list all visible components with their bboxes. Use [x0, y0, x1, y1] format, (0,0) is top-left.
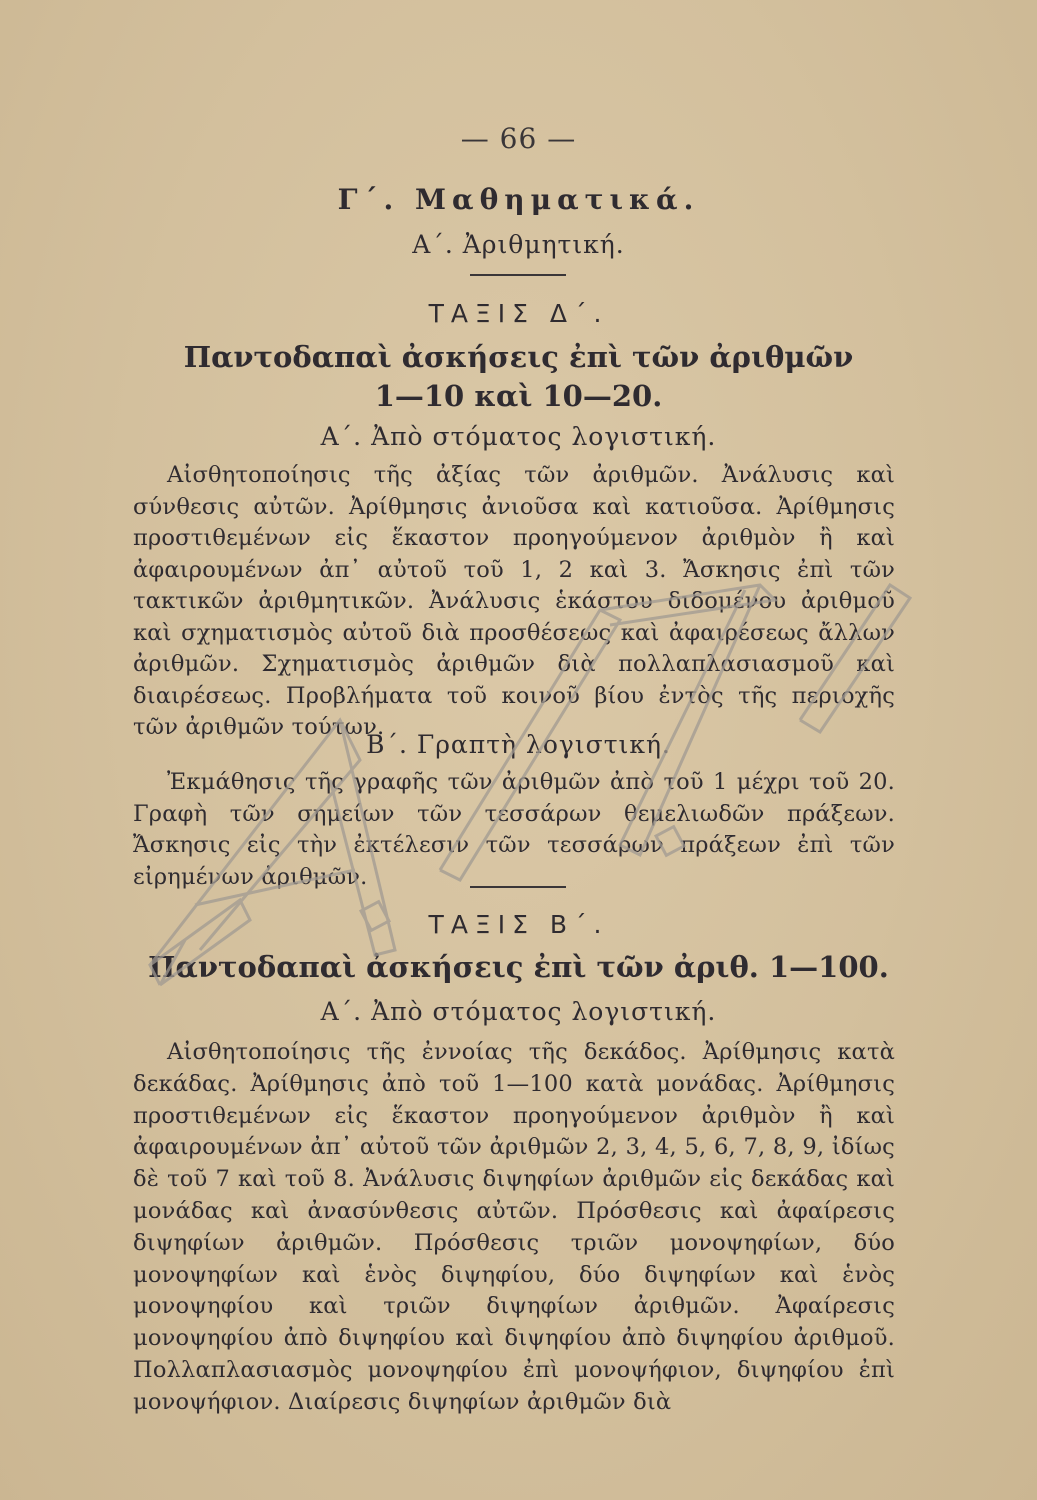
divider-rule	[470, 274, 566, 276]
class-b-oral-heading: Α΄. Ἀπὸ στόματος λογιστική.	[320, 997, 717, 1026]
class-b-topic: Παντοδαπαὶ ἀσκήσεις ἐπὶ τῶν ἀριθ. 1—100.	[148, 950, 889, 984]
class-d-written-heading: Β΄. Γραπτὴ λογιστική.	[366, 730, 671, 759]
class-d-topic-line2: 1—10 καὶ 10—20.	[374, 379, 663, 413]
class-d-oral-heading: Α΄. Ἀπὸ στόματος λογιστική.	[320, 422, 717, 451]
divider-rule	[470, 886, 566, 888]
subsection-heading: Α΄. Ἀριθμητική.	[412, 230, 625, 259]
page-number: — 66 —	[460, 122, 577, 155]
class-b-title: ΤΑΞΙΣ Β΄.	[428, 910, 609, 939]
class-d-written-text: Ἐκμάθησις τῆς γραφῆς τῶν ἀριθμῶν ἀπὸ τοῦ 1 μέχρι τοῦ 20. Γραφὴ τῶν σημείων τῶν τεσσάρων θεμελιωδῶν πράξεων. Ἄσκησις εἰς τὴν ἐκτέλεσιν τῶν τεσσάρων πράξεων ἐπὶ τῶν εἰρημένων ἀριθμῶν.	[133, 769, 895, 890]
subject-heading: Γ΄. Μαθηματικά.	[337, 183, 700, 216]
class-d-title: ΤΑΞΙΣ Δ΄.	[428, 299, 609, 328]
class-d-oral-text: Αἰσθητοποίησις τῆς ἀξίας τῶν ἀριθμῶν. Ἀνάλυσις καὶ σύνθεσις αὐτῶν. Ἀρίθμησις ἀνιοῦσα καὶ κατιοῦσα. Ἀρίθμησις προστιθεμένων εἰς ἕκαστον προηγούμενον ἀριθμὸν ἢ καὶ ἀφαιρουμένων ἀπ᾿ αὐτοῦ τοῦ 1, 2 καὶ 3. Ἄσκησις ἐπὶ τῶν τακτικῶν ἀριθμητικῶν. Ἀνάλυσις ἑκάστου διδομένου ἀριθμοῦ καὶ σχηματισμὸς αὐτοῦ διὰ προσθέσεως καὶ ἀφαιρέσεως ἄλλων ἀριθμῶν. Σχηματισμὸς ἀριθμῶν διὰ πολλαπλασιασμοῦ καὶ διαιρέσεως. Προβλήματα τοῦ κοινοῦ βίου ἐντὸς τῆς περιοχῆς τῶν ἀριθμῶν τούτων.	[133, 462, 895, 740]
class-d-topic-line1: Παντοδαπαὶ ἀσκήσεις ἐπὶ τῶν ἀριθμῶν	[183, 340, 854, 374]
class-b-oral-text: Αἰσθητοποίησις τῆς ἐννοίας τῆς δεκάδος. Ἀρίθμησις κατὰ δεκάδας. Ἀρίθμησις ἀπὸ τοῦ 1—100 κατὰ μονάδας. Ἀρίθμησις προστιθεμένων εἰς ἕκαστον προηγούμενον ἀριθμὸν ἢ καὶ ἀφαιρουμένων ἀπ᾿ αὐτοῦ τῶν ἀριθμῶν 2, 3, 4, 5, 6, 7, 8, 9, ἰδίως δὲ τοῦ 7 καὶ τοῦ 8. Ἀνάλυσις διψηφίων ἀριθμῶν εἰς δεκάδας καὶ μονάδας καὶ ἀνασύνθεσις αὐτῶν. Πρόσθεσις καὶ ἀφαίρεσις διψηφίων ἀριθμῶν. Πρόσθεσις τριῶν μονοψηφίων, δύο μονοψηφίων καὶ ἑνὸς διψηφίου, δύο διψηφίων καὶ ἑνὸς μονοψηφίου καὶ τριῶν διψηφίων ἀριθμῶν. Ἀφαίρεσις μονοψηφίου ἀπὸ διψηφίου καὶ διψηφίου ἀπὸ διψηφίου ἀριθμοῦ. Πολλαπλασιασμὸς μονοψηφίου ἐπὶ μονοψήφιον, διψηφίου ἐπὶ μονοψήφιον. Διαίρεσις διψηφίων ἀριθμῶν διὰ	[133, 1039, 895, 1415]
